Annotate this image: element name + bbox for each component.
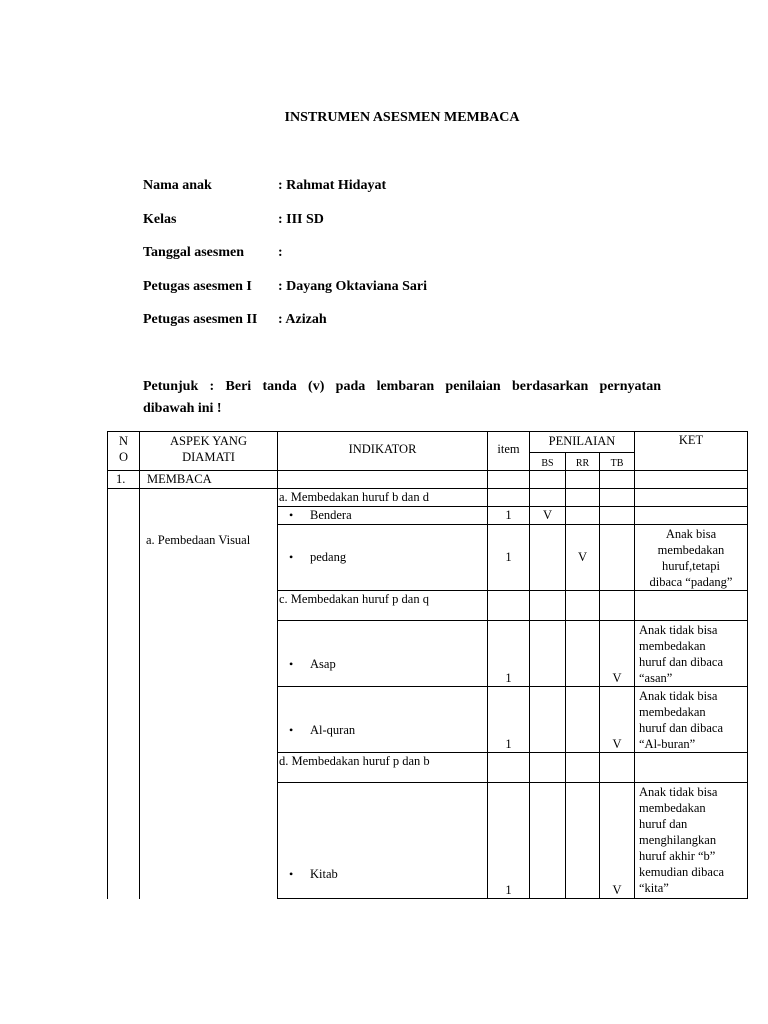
- info-label: Kelas: [143, 211, 177, 227]
- ket-line: “Al-buran”: [639, 737, 696, 751]
- header-no-line-1: N: [118, 434, 129, 448]
- info-row-petugas-1: [143, 279, 427, 313]
- indikator-item: • Bendera: [310, 508, 352, 524]
- indikator-item: • Al-quran: [310, 723, 355, 739]
- ket-note: [635, 526, 747, 590]
- header-no: [108, 434, 139, 465]
- ket-note: [639, 784, 747, 896]
- instructions-line-2: dibawah ini !: [143, 401, 222, 416]
- mark-tb: V: [612, 883, 622, 897]
- info-row-tanggal: [143, 245, 427, 279]
- ket-line: membedakan: [657, 543, 725, 557]
- item-count: 1: [505, 550, 512, 564]
- header-ket: KET: [678, 433, 704, 447]
- item-count: 1: [505, 508, 512, 522]
- header-indikator: INDIKATOR: [348, 442, 417, 456]
- ket-line: huruf dan dibaca: [639, 721, 723, 735]
- item-count: 1: [505, 671, 512, 685]
- mark-rr: V: [577, 550, 588, 564]
- item-count: 1: [505, 737, 512, 751]
- info-row-nama: [143, 178, 427, 212]
- info-label: Petugas asesmen I: [143, 278, 252, 294]
- info-block: [143, 178, 427, 346]
- aspek-label: a. Pembedaan Visual: [146, 533, 251, 547]
- row-number: 1.: [116, 472, 126, 486]
- header-no-line-2: O: [118, 449, 129, 464]
- item-count: 1: [505, 883, 512, 897]
- header-aspek-line-1: ASPEK YANG: [170, 434, 247, 448]
- ket-line: huruf akhir “b”: [639, 849, 716, 863]
- header-tb: TB: [610, 458, 624, 469]
- ket-line: membedakan: [639, 801, 706, 815]
- info-value: : Azizah: [278, 312, 327, 327]
- ket-line: Anak bisa: [665, 527, 717, 541]
- info-label: Petugas asesmen II: [143, 312, 258, 327]
- ket-line: huruf,tetapi: [662, 559, 720, 573]
- info-row-kelas: [143, 212, 427, 246]
- mark-tb: V: [612, 737, 622, 751]
- ket-line: “kita”: [639, 881, 669, 895]
- info-value: : III SD: [278, 211, 324, 227]
- ket-note: [639, 688, 747, 752]
- ket-line: huruf dan dibaca: [639, 655, 723, 669]
- ket-line: Anak tidak bisa: [639, 623, 718, 637]
- instructions: [143, 376, 661, 420]
- header-bs: BS: [541, 458, 554, 469]
- info-row-petugas-2: [143, 312, 427, 346]
- info-value: :: [278, 245, 283, 260]
- header-aspek-line-2: DIAMATI: [182, 449, 235, 464]
- mark-bs: V: [542, 508, 553, 522]
- header-item: item: [497, 442, 520, 456]
- group-heading: d. Membedakan huruf p dan b: [279, 754, 430, 768]
- ket-line: “asan”: [639, 671, 673, 685]
- ket-line: membedakan: [639, 705, 706, 719]
- instructions-line-1: Petunjuk : Beri tanda (v) pada lembaran penilaian berdasarkan pernyatan: [143, 379, 661, 394]
- header-penilaian: PENILAIAN: [548, 434, 616, 448]
- ket-line: membedakan: [639, 639, 706, 653]
- ket-line: Anak tidak bisa: [639, 689, 718, 703]
- ket-line: huruf dan: [639, 817, 688, 831]
- header-rr: RR: [575, 458, 590, 469]
- ket-line: Anak tidak bisa: [639, 785, 718, 799]
- document-title: INSTRUMEN ASESMEN MEMBACA: [284, 110, 520, 125]
- ket-line: dibaca “padang”: [649, 575, 733, 589]
- indikator-item: • Asap: [310, 657, 336, 673]
- group-heading: c. Membedakan huruf p dan q: [279, 592, 429, 606]
- ket-line: kemudian dibaca: [639, 865, 725, 879]
- info-label: Nama anak: [143, 178, 212, 193]
- info-value: : Rahmat Hidayat: [278, 178, 387, 193]
- ket-note: [639, 622, 747, 686]
- info-value: : Dayang Oktaviana Sari: [278, 278, 427, 294]
- header-aspek: [140, 434, 277, 465]
- ket-line: menghilangkan: [639, 833, 717, 847]
- indikator-item: • pedang: [310, 550, 346, 566]
- group-heading: a. Membedakan huruf b dan d: [279, 490, 429, 504]
- info-label: Tanggal asesmen: [143, 245, 245, 260]
- indikator-item: • Kitab: [310, 867, 338, 883]
- mark-tb: V: [612, 671, 622, 685]
- section-title: MEMBACA: [147, 472, 212, 486]
